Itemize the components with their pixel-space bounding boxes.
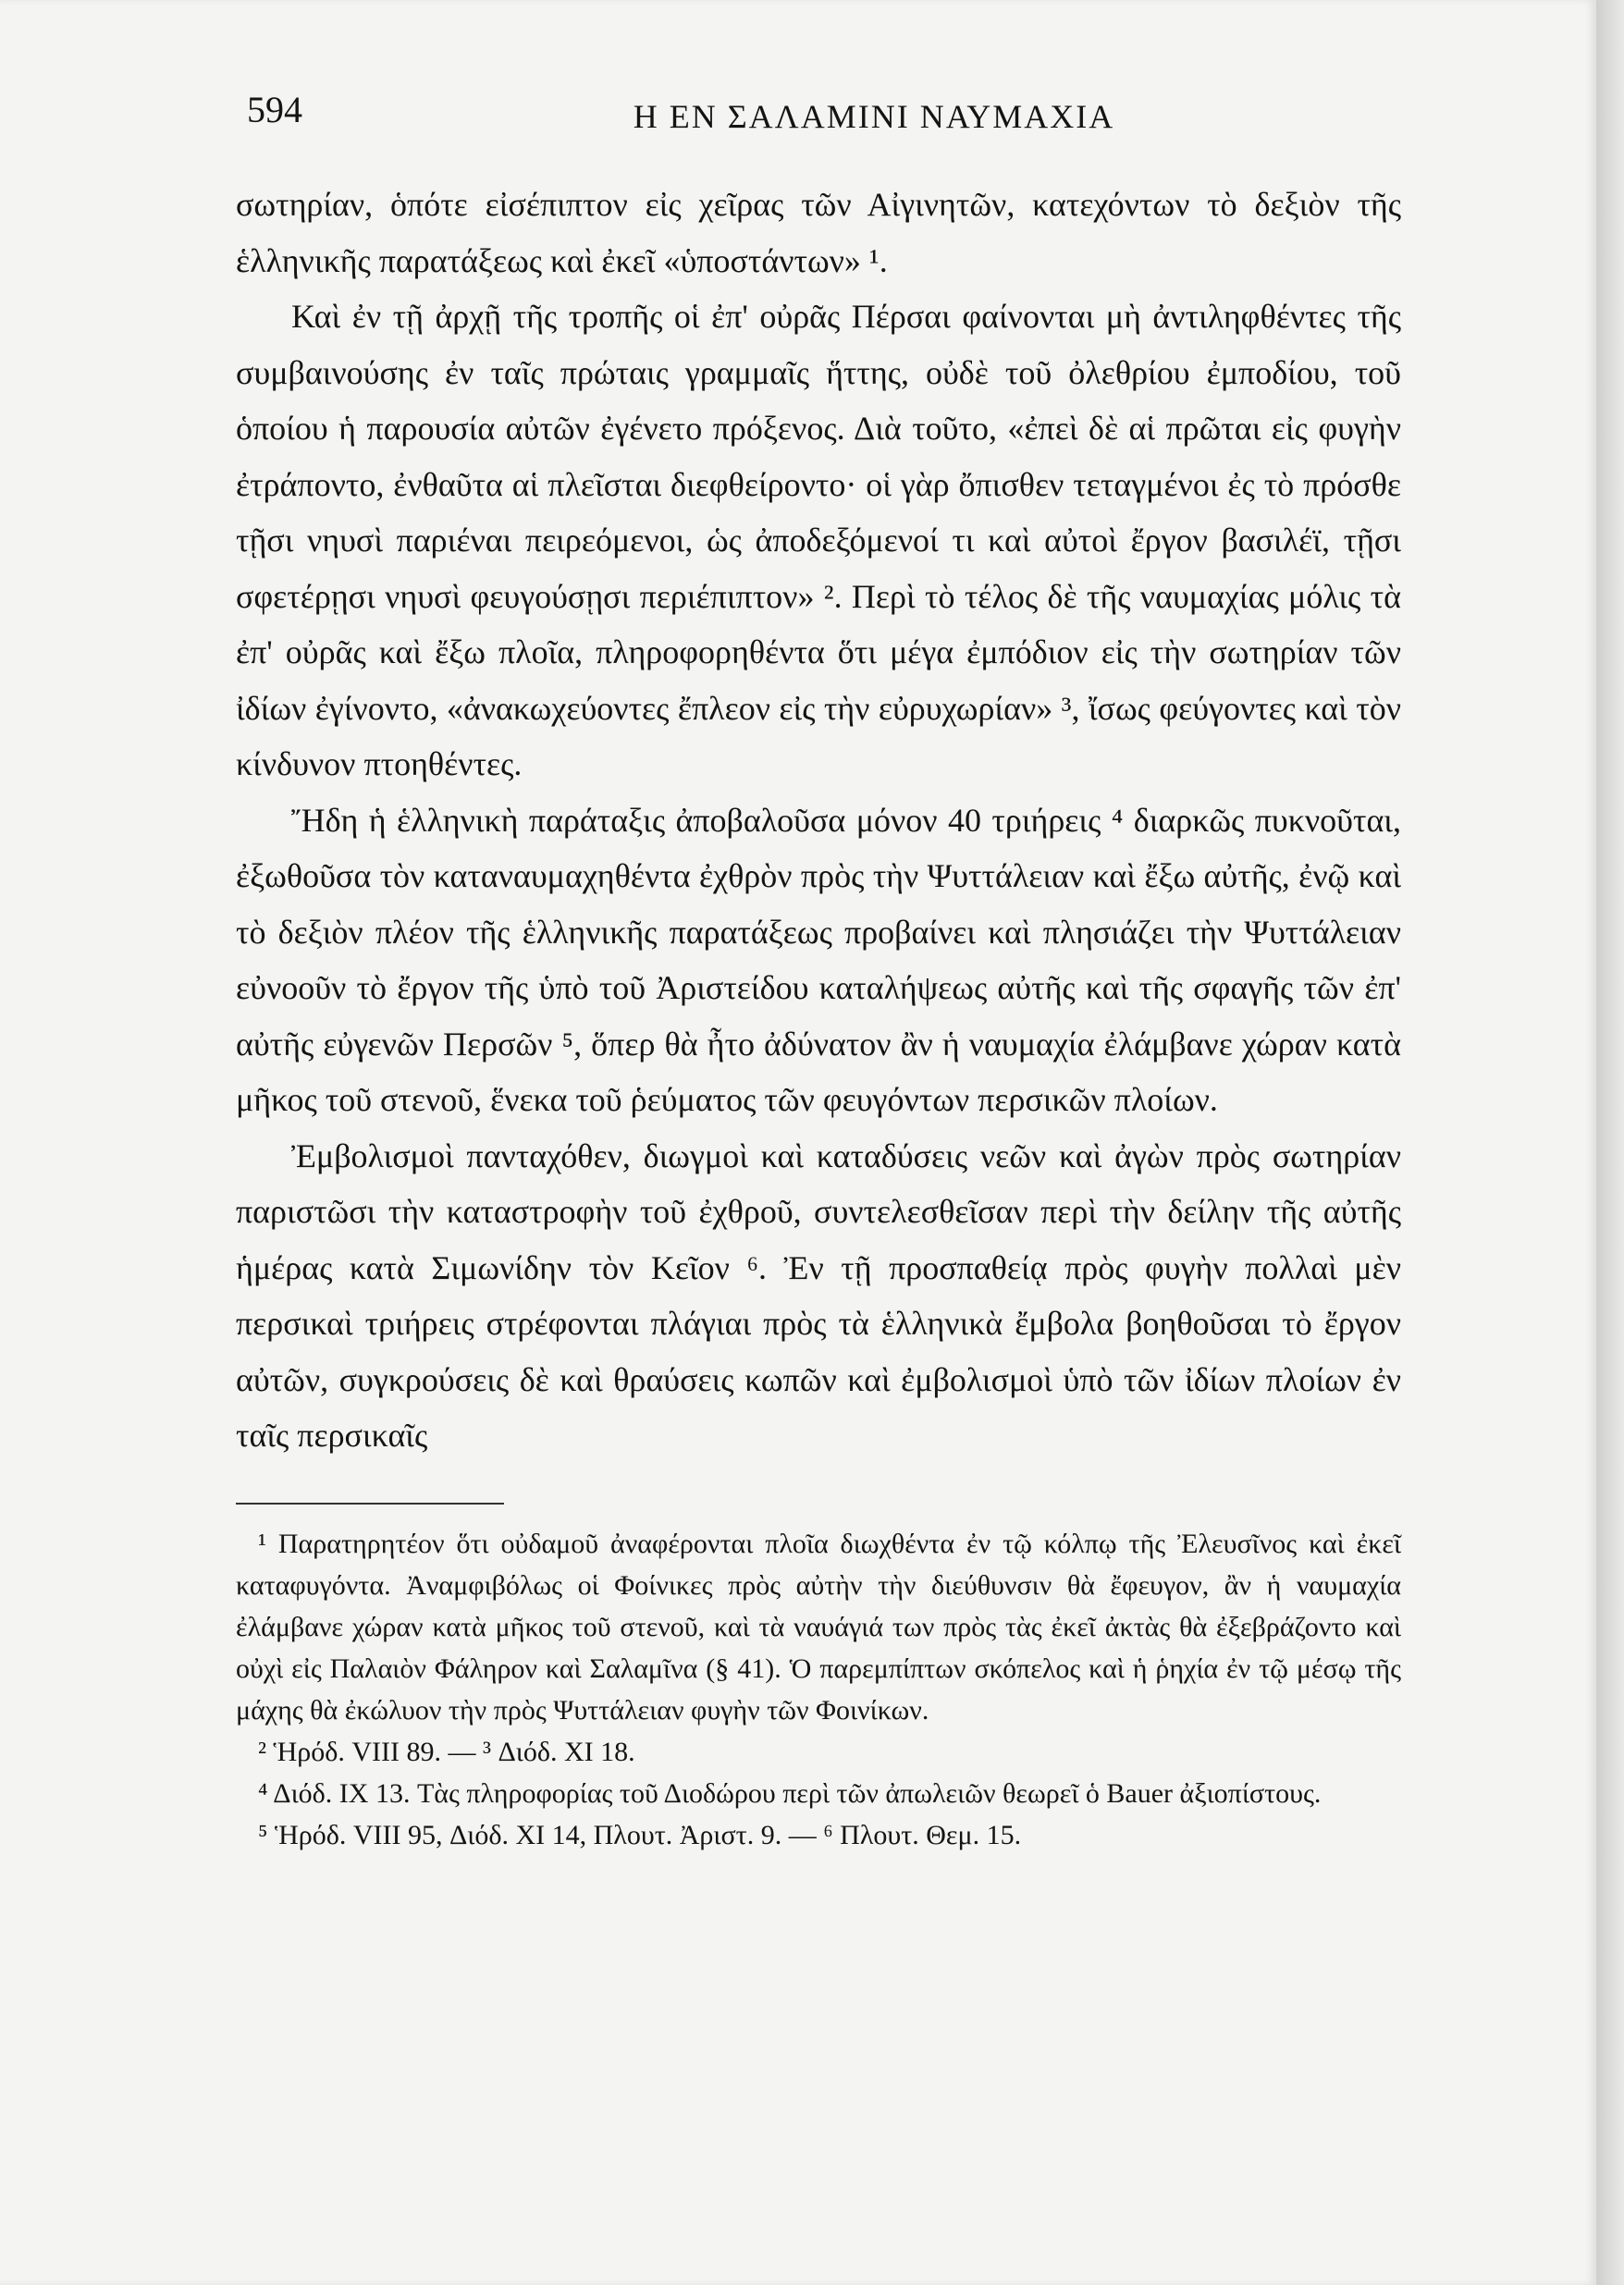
paragraph: σωτηρίαν, ὁπότε εἰσέπιπτον εἰς χεῖρας τῶν Αἰγινητῶν, κατεχόντων τὸ δεξιὸν τῆς ἑλληνικῆς παρατάξεως καὶ ἐκεῖ «ὑποστάντων» ¹. <box>236 186 1401 279</box>
main-text <box>236 177 1401 1464</box>
footnote: ⁴ Διόδ. IX 13. Τὰς πληροφορίας τοῦ Διοδώρου περὶ τῶν ἀπωλειῶν θεωρεῖ ὁ Bauer ἀξιοπίστους. <box>258 1777 1322 1809</box>
page-header <box>236 88 1401 143</box>
footnotes <box>236 1523 1401 1856</box>
footnote: ² Ἡρόδ. VIII 89. — ³ Διόδ. XI 18. <box>258 1736 635 1767</box>
page-number: 594 <box>247 89 302 130</box>
paragraph: Ἐμβολισμοὶ πανταχόθεν, διωγμοὶ καὶ καταδύσεις νεῶν καὶ ἀγὼν πρὸς σωτηρίαν παριστῶσι τὴν καταστροφὴν τοῦ ἐχθροῦ, συντελεσθεῖσαν περὶ τὴν δείλην τῆς αὐτῆς ἡμέρας κατὰ Σιμωνίδην τὸν Κεῖον ⁶. Ἐν τῇ προσπαθείᾳ πρὸς φυγὴν πολλαὶ μὲν περσικαὶ τριήρεις στρέφονται πλάγιαι πρὸς τὰ ἑλληνικὰ ἔμβολα βοηθοῦσαι τὸ ἔργον αὐτῶν, συγκρούσεις δὲ καὶ θραύσεις κωπῶν καὶ ἐμβολισμοὶ ὑπὸ τῶν ἰδίων πλοίων ἐν ταῖς περσικαῖς <box>236 1136 1401 1454</box>
paragraph: Καὶ ἐν τῇ ἀρχῇ τῆς τροπῆς οἱ ἐπ' οὐρᾶς Πέρσαι φαίνονται μὴ ἀντιληφθέντες τῆς συμβαινούσης ἐν ταῖς πρώταις γραμμαῖς ἥττης, οὐδὲ τοῦ ὀλεθρίου ἐμποδίου, τοῦ ὁποίου ἡ παρουσία αὐτῶν ἐγένετο πρόξενος. Διὰ τοῦτο, «ἐπεὶ δὲ αἱ πρῶται εἰς φυγὴν ἐτράποντο, ἐνθαῦτα αἱ πλεῖσται διεφθείροντο· οἱ γὰρ ὄπισθεν τεταγμένοι ἐς τὸ πρόσθε τῇσι νηυσὶ παριέναι πειρεόμενοι, ὡς ἀποδεξόμενοί τι καὶ αὐτοὶ ἔργον βασιλέϊ, τῇσι σφετέρῃσι νηυσὶ φευγούσῃσι περιέπιπτον» ². Περὶ τὸ τέλος δὲ τῆς ναυμαχίας μόλις τὰ ἐπ' οὐρᾶς καὶ ἔξω πλοῖα, πληροφορηθέντα ὅτι μέγα ἐμπόδιον εἰς τὴν σωτηρίαν τῶν ἰδίων ἐγίνοντο, «ἀνακωχεύοντες ἔπλεον εἰς τὴν εὐρυχωρίαν» ³, ἴσως φεύγοντες καὶ τὸν κίνδυνον πτοηθέντες. <box>236 298 1401 782</box>
footnote: ¹ Παρατηρητέον ὅτι οὐδαμοῦ ἀναφέρονται πλοῖα διωχθέντα ἐν τῷ κόλπῳ τῆς Ἐλευσῖνος καὶ ἐκεῖ καταφυγόντα. Ἀναμφιβόλως οἱ Φοίνικες πρὸς αὐτὴν τὴν διεύθυνσιν θὰ ἔφευγον, ἂν ἡ ναυμαχία ἐλάμβανε χώραν κατὰ μῆκος τοῦ στενοῦ, καὶ τὰ ναυάγιά των πρὸς τὰς ἐκεῖ ἀκτὰς θὰ ἐξεβράζοντο καὶ οὐχὶ εἰς Παλαιὸν Φάληρον καὶ Σαλαμῖνα (§ 41). Ὁ παρεμπίπτων σκόπελος καὶ ἡ ῥηχία ἐν τῷ μέσῳ τῆς μάχης θὰ ἐκώλυον τὴν πρὸς Ψυττάλειαν φυγὴν τῶν Φοινίκων. <box>236 1528 1401 1726</box>
paragraph: Ἤδη ἡ ἑλληνικὴ παράταξις ἀποβαλοῦσα μόνον 40 τριήρεις ⁴ διαρκῶς πυκνοῦται, ἐξωθοῦσα τὸν καταναυμαχηθέντα ἐχθρὸν πρὸς τὴν Ψυττάλειαν καὶ ἔξω αὐτῆς, ἐνῷ καὶ τὸ δεξιὸν πλέον τῆς ἑλληνικῆς παρατάξεως προβαίνει καὶ πλησιάζει τὴν Ψυττάλειαν εὐνοοῦν τὸ ἔργον τῆς ὑπὸ τοῦ Ἀριστείδου καταλήψεως αὐτῆς καὶ τῆς σφαγῆς τῶν ἐπ' αὐτῆς εὐγενῶν Περσῶν ⁵, ὅπερ θὰ ἦτο ἀδύνατον ἂν ἡ ναυμαχία ἐλάμβανε χώραν κατὰ μῆκος τοῦ στενοῦ, ἕνεκα τοῦ ῥεύματος τῶν φευγόντων περσικῶν πλοίων. <box>236 801 1401 1118</box>
running-title: Η ΕΝ ΣΑΛΑΜΙΝΙ ΝΑΥΜΑΧΙΑ <box>633 98 1115 135</box>
page-edge-shadow <box>1596 0 1624 2285</box>
page-content <box>236 88 1401 1856</box>
footnote-separator <box>236 1503 504 1505</box>
footnote: ⁵ Ἡρόδ. VIII 95, Διόδ. XI 14, Πλουτ. Ἀριστ. 9. — ⁶ Πλουτ. Θεμ. 15. <box>258 1819 1022 1850</box>
